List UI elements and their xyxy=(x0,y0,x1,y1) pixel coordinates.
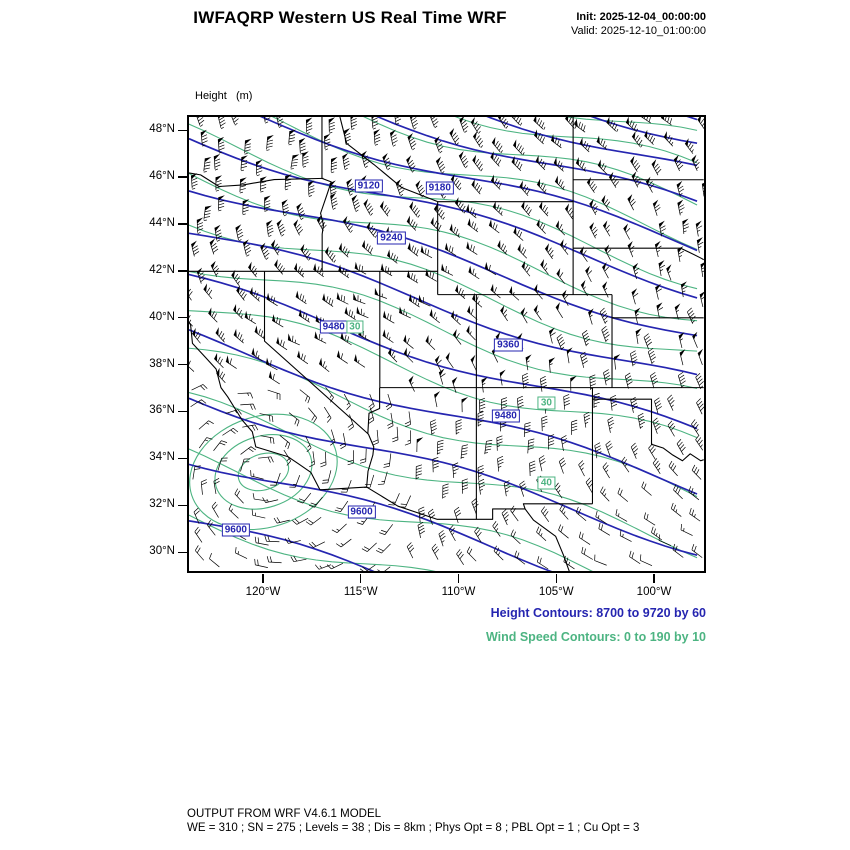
lon-tick-label: 110°W xyxy=(441,586,476,598)
height-contour-label: 9600 xyxy=(347,505,375,518)
lat-tick xyxy=(178,458,187,459)
lat-tick xyxy=(178,270,187,271)
lon-tick-label: 120°W xyxy=(245,586,281,598)
lat-tick-label: 46°N xyxy=(149,169,175,182)
lat-tick xyxy=(178,223,187,224)
lat-tick xyxy=(178,317,187,318)
lon-tick-label: 115°W xyxy=(343,586,378,598)
run-times xyxy=(571,11,706,38)
lon-tick-label: 100°W xyxy=(636,586,672,598)
init-time: Init: 2025-12-04_00:00:00 xyxy=(576,11,706,23)
height-contour-label: 9180 xyxy=(426,182,454,195)
lon-tick xyxy=(458,574,459,583)
lat-tick-label: 34°N xyxy=(149,451,175,464)
page-title: IWFAQRP Western US Real Time WRF xyxy=(193,8,507,27)
lat-tick-label: 48°N xyxy=(149,123,175,135)
lat-tick xyxy=(178,411,187,412)
wind-contour-label: 30 xyxy=(538,397,555,410)
height-contour-label: 9360 xyxy=(494,338,522,351)
height-contour-label: 9600 xyxy=(222,524,250,537)
lat-tick-label: 38°N xyxy=(149,357,175,370)
lon-tick xyxy=(556,574,557,583)
lat-tick-label: 30°N xyxy=(149,545,175,558)
lon-tick xyxy=(653,574,654,583)
lat-tick-label: 42°N xyxy=(149,263,175,276)
model-footer xyxy=(187,807,639,835)
footer-line2: WE = 310 ; SN = 275 ; Levels = 38 ; Dis = 8km ; Phys Opt = 8 ; PBL Opt = 1 ; Cu Opt = 3 xyxy=(187,822,640,834)
height-contour-label: 9120 xyxy=(355,180,383,193)
wind-contour-caption: Wind Speed Contours: 0 to 190 by 10 xyxy=(485,630,706,644)
height-contour-label: 9480 xyxy=(492,410,520,423)
lat-tick-label: 40°N xyxy=(149,310,175,323)
footer-line1: OUTPUT FROM WRF V4.6.1 MODEL xyxy=(187,808,382,820)
lon-tick xyxy=(360,574,361,583)
lat-tick-label: 44°N xyxy=(149,216,175,229)
lat-tick-label: 32°N xyxy=(149,498,175,511)
lat-tick xyxy=(178,552,187,553)
lat-tick xyxy=(178,130,187,131)
lat-tick xyxy=(178,364,187,365)
lon-tick xyxy=(262,574,263,583)
height-contour-label: 9240 xyxy=(377,231,405,244)
lon-tick-label: 105°W xyxy=(538,586,574,598)
map-frame xyxy=(187,115,706,573)
height-contour-caption: Height Contours: 8700 to 9720 by 60 xyxy=(490,606,706,620)
lat-tick xyxy=(178,505,187,506)
wind-contour-label: 40 xyxy=(538,476,555,489)
height-contour-label: 9480 xyxy=(320,321,348,334)
lat-tick-label: 36°N xyxy=(149,404,175,417)
lat-tick xyxy=(178,176,187,177)
legend-height: Height (m) xyxy=(195,90,253,102)
wind-contour-label: 30 xyxy=(346,321,363,334)
valid-time: Valid: 2025-12-10_01:00:00 xyxy=(571,24,706,37)
